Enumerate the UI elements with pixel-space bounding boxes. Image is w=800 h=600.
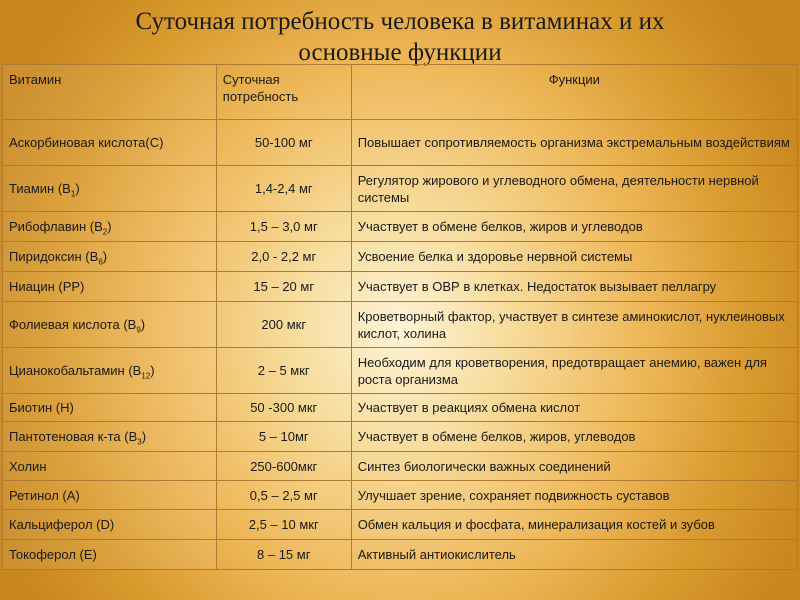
daily-need-cell: 200 мкг (216, 302, 351, 348)
vitamin-name-cell (3, 481, 217, 510)
table-header-row (3, 65, 798, 120)
function-cell: Участвует в реакциях обмена кислот (351, 394, 797, 422)
function-cell: Усвоение белка и здоровье нервной системы (351, 242, 797, 272)
daily-need-cell: 1,5 – 3,0 мг (216, 212, 351, 242)
vitamin-name-cell (3, 540, 217, 570)
table-row (3, 348, 798, 394)
vitamin-name-cell (3, 394, 217, 422)
function-cell: Регулятор жирового и углеводного обмена, деятельности нервной системы (351, 166, 797, 212)
daily-need-cell: 8 – 15 мг (216, 540, 351, 570)
vitamin-subscript: 6 (98, 257, 103, 267)
function-cell: Синтез биологически важных соединений (351, 452, 797, 481)
daily-need-cell: 2,0 - 2,2 мг (216, 242, 351, 272)
vitamin-name-cell (3, 272, 217, 302)
daily-need-cell: 50 -300 мкг (216, 394, 351, 422)
vitamin-name: Холин (9, 458, 47, 474)
vitamin-subscript: 1 (70, 189, 76, 199)
header-functions: Функции (351, 65, 797, 120)
vitamin-name: Ретинол (А) (9, 487, 80, 503)
function-cell: Кроветворный фактор, участвует в синтезе аминокислот, нуклеиновых кислот, холина (351, 302, 797, 348)
vitamin-name: Биотин (Н) (9, 400, 74, 415)
title-line-2: основные функции (298, 39, 502, 66)
table-row (3, 452, 798, 481)
function-cell: Улучшает зрение, сохраняет подвижность суставов (351, 481, 797, 510)
vitamin-name-cell (3, 212, 217, 242)
vitamin-paren: ) (150, 363, 155, 378)
header-vitamin: Витамин (3, 65, 217, 120)
vitamin-name-cell (3, 120, 217, 166)
daily-need-cell: 2 – 5 мкг (216, 348, 351, 394)
vitamin-name: Аскорбиновая кислота(С) (9, 135, 164, 150)
function-cell: Участвует в обмене белков, жиров, углеводов (351, 422, 797, 452)
vitamin-name: Пантотеновая к-та (В (9, 429, 138, 444)
vitamin-paren: ) (102, 249, 108, 264)
vitamin-name: Цианокобальтамин (В (9, 363, 142, 378)
function-cell: Активный антиокислитель (351, 540, 797, 570)
function-cell: Необходим для кроветворения, предотвращает анемию, важен для роста организма (351, 348, 797, 394)
table-row (3, 540, 798, 570)
vitamin-name-cell (3, 422, 217, 452)
vitamin-subscript: 12 (141, 371, 151, 381)
vitamin-paren: ) (141, 429, 147, 444)
vitamin-subscript: 9 (136, 325, 141, 335)
table-row (3, 481, 798, 510)
vitamin-name: Рибофлавин (В (9, 219, 103, 234)
function-cell: Участвует в ОВР в клетках. Недостаток вызывает пеллагру (351, 272, 797, 302)
daily-need-cell: 15 – 20 мг (216, 272, 351, 302)
function-cell: Повышает сопротивляемость организма экстремальным воздействиям (351, 120, 797, 166)
table-body (3, 120, 798, 570)
table-row (3, 166, 798, 212)
title-line-1: Суточная потребность человека в витаминах и их (135, 8, 665, 35)
table-row (3, 212, 798, 242)
table-row (3, 272, 798, 302)
table-row (3, 394, 798, 422)
table-row (3, 242, 798, 272)
daily-need-cell: 50-100 мг (216, 120, 351, 166)
daily-need-cell: 5 – 10мг (216, 422, 351, 452)
vitamin-name-cell (3, 348, 217, 394)
vitamin-name: Токоферол (Е) (9, 547, 97, 562)
header-need: Суточная потребность (216, 65, 351, 120)
vitamin-paren: ) (107, 219, 112, 234)
vitamin-name: Ниацин (РР) (9, 279, 85, 294)
vitamin-name-cell (3, 510, 217, 540)
vitamin-paren: ) (75, 181, 80, 196)
daily-need-cell: 2,5 – 10 мкг (216, 510, 351, 540)
vitamin-name: Фолиевая кислота (В (9, 317, 137, 332)
vitamin-subscript: 2 (102, 227, 108, 237)
function-cell: Обмен кальция и фосфата, минерализация костей и зубов (351, 510, 797, 540)
page-title (0, 6, 800, 68)
vitamin-name-cell (3, 302, 217, 348)
vitamin-name-cell (3, 242, 217, 272)
vitamin-paren: ) (140, 317, 146, 332)
daily-need-cell: 0,5 – 2,5 мг (216, 481, 351, 510)
daily-need-cell: 1,4-2,4 мг (216, 166, 351, 212)
table-row (3, 120, 798, 166)
vitamins-table (2, 64, 798, 570)
daily-need-cell: 250-600мкг (216, 452, 351, 481)
vitamin-name: Кальциферол (D) (9, 517, 115, 532)
vitamin-subscript: 3 (137, 437, 142, 447)
function-cell: Участвует в обмене белков, жиров и углеводов (351, 212, 797, 242)
table-row (3, 422, 798, 452)
vitamin-name: Тиамин (В (9, 181, 71, 196)
table-row (3, 510, 798, 540)
vitamin-name-cell (3, 452, 217, 481)
vitamin-name: Пиридоксин (В (9, 249, 99, 264)
vitamin-name-cell (3, 166, 217, 212)
table-row (3, 302, 798, 348)
